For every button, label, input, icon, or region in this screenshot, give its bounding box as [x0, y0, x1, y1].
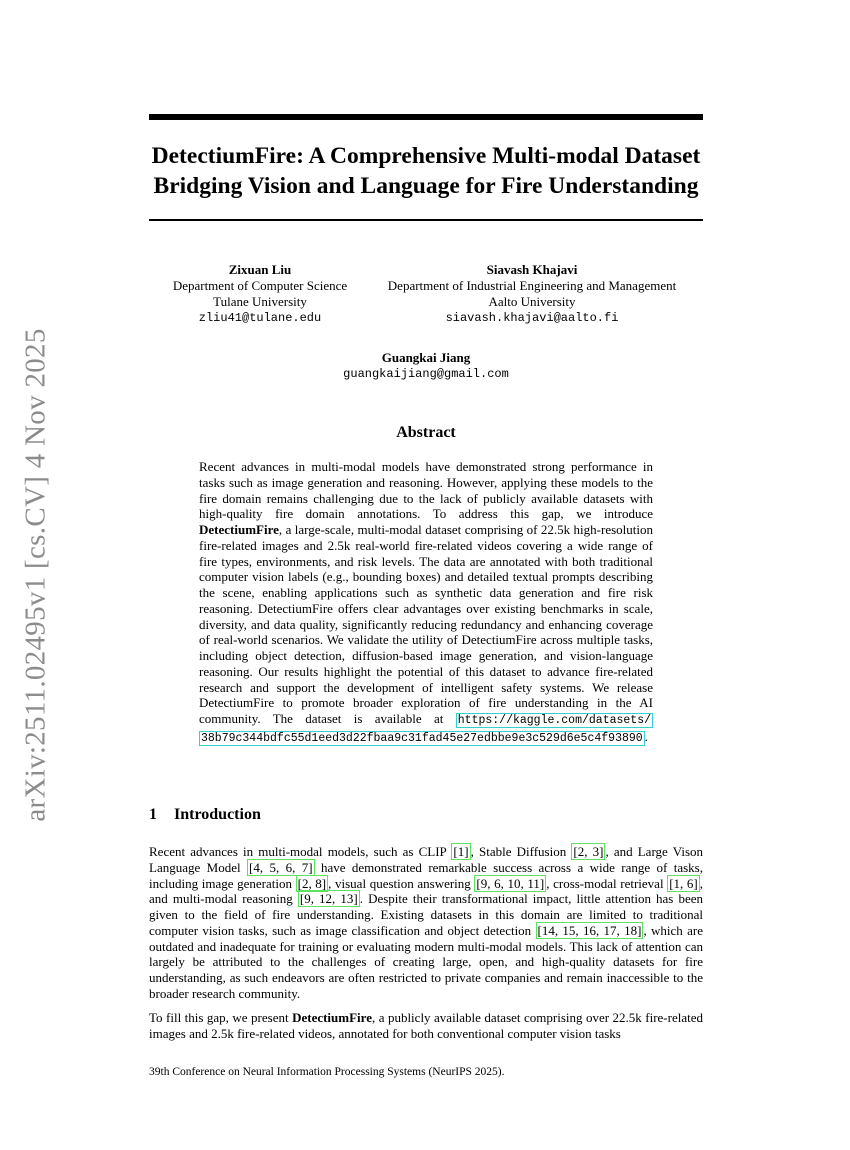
- body-text: , cross-modal retrieval: [546, 875, 668, 891]
- abstract-body: [199, 459, 653, 747]
- author-email[interactable]: zliu41@tulane.edu: [198, 311, 322, 325]
- body-text: , a publicly available dataset comprising over 22.5k fire-related images and 2.5k fire-related videos, annotated for both conventional computer vision tasks: [149, 1010, 703, 1041]
- author-affiliation: Tulane University: [213, 294, 307, 309]
- abstract-heading: Abstract: [396, 424, 456, 441]
- body-text: , Stable Diffusion: [470, 844, 572, 859]
- section-title: Introduction: [174, 806, 261, 823]
- author-email[interactable]: guangkaijiang@gmail.com: [343, 367, 509, 381]
- author-affiliation: Aalto University: [488, 294, 576, 309]
- body-text: Recent advances in multi-modal models, such as CLIP: [149, 844, 452, 859]
- conference-footnote: 39th Conference on Neural Information Processing Systems (NeurIPS 2025).: [149, 1066, 505, 1078]
- author-department: Department of Computer Science: [172, 278, 348, 293]
- dataset-name: DetectiumFire: [199, 522, 279, 537]
- author-block-2: [370, 262, 694, 326]
- author-block-3: [326, 350, 526, 382]
- citation-link[interactable]: [14, 15, 16, 17, 18]: [537, 922, 642, 938]
- body-text: , which are outdated and inadequate for training or evaluating modern multi-modal models. This lack of attention can largely be attributed to the challenges of creating large, open, and high-quality datasets for fire understanding, as such endeavors are often restricted to private companies and remain inaccessible to the broader research community.: [149, 922, 703, 1001]
- citation-link[interactable]: [1]: [453, 844, 469, 859]
- citation-link[interactable]: [2, 8]: [297, 875, 327, 891]
- body-text: , and multi-modal reasoning: [149, 875, 703, 907]
- body-text: To fill this gap, we present: [149, 1010, 293, 1025]
- paper-title: [149, 141, 703, 201]
- dataset-link[interactable]: https://kaggle.com/datasets/: [457, 714, 651, 727]
- dataset-link-continued[interactable]: 38b79c344bdfc55d1eed3d22fbaa9c31fad45e27edbbe9e3c529d6e5c4f93890: [201, 731, 643, 745]
- body-text: , and Large Vison Language Model: [149, 844, 704, 875]
- author-name: Guangkai Jiang: [381, 350, 471, 365]
- title-line-1: DetectiumFire: A Comprehensive Multi-modal Dataset: [151, 143, 701, 169]
- citation-link[interactable]: [2, 3]: [573, 844, 604, 859]
- section-heading: [149, 806, 261, 824]
- title-bottom-rule: [149, 219, 703, 221]
- intro-paragraph-2: [149, 1010, 703, 1042]
- body-text: . Despite their transformational impact, little attention has been given to the field of fire understanding. Existing datasets in this domain are limited to traditional computer vision tasks, such as image classification and object detection: [149, 891, 703, 938]
- abstract-text-end: .: [644, 728, 648, 744]
- arxiv-watermark: arXiv:2511.02495v1 [cs.CV] 4 Nov 2025: [19, 328, 52, 822]
- citation-link[interactable]: [9, 6, 10, 11]: [476, 875, 545, 891]
- abstract-text: , a large-scale, multi-modal dataset comprising of 22.5k high-resolution fire-related images and 2.5k real-world fire-related videos covering a wide range of fire types, environments, and risk levels. The data are annotated with both traditional computer vision labels (e.g., bounding boxes) and detailed textual prompts describing the scene, enabling applications such as synthetic data generation and fire risk reasoning. DetectiumFire offers clear advantages over existing benchmarks in scale, diversity, and data quality, significantly reducing redundancy and enhancing coverage of real-world scenarios. We validate the utility of DetectiumFire across multiple tasks, including object detection, diffusion-based image generation, and vision-language reasoning. Our results highlight the potential of this dataset to advance fire-related research and support the development of intelligent safety systems. We release DetectiumFire to promote broader exploration of fire understanding in the AI community. The dataset is available at: [199, 522, 653, 726]
- body-text: , visual question answering: [328, 875, 475, 891]
- author-department: Department of Industrial Engineering and Management: [387, 278, 677, 293]
- dataset-name: DetectiumFire: [292, 1010, 372, 1025]
- citation-link[interactable]: [9, 12, 13]: [299, 891, 358, 907]
- title-top-rule: [149, 114, 703, 120]
- abstract-text: Recent advances in multi-modal models have demonstrated strong performance in tasks such as image generation and reasoning. However, applying these models to the fire domain remains challenging due to the lack of publicly available datasets with high-quality fire domain annotations. To address this gap, we introduce: [199, 459, 653, 522]
- title-line-2: Bridging Vision and Language for Fire Understanding: [153, 173, 699, 199]
- body-text: have demonstrated remarkable success across a wide range of tasks, including image generation: [149, 859, 703, 891]
- section-number: 1: [149, 806, 157, 823]
- intro-paragraph-1: [149, 844, 703, 1002]
- citation-link[interactable]: [4, 5, 6, 7]: [248, 859, 313, 875]
- author-name: Siavash Khajavi: [486, 262, 578, 277]
- author-block-1: [160, 262, 360, 326]
- author-email[interactable]: siavash.khajavi@aalto.fi: [445, 311, 619, 325]
- citation-link[interactable]: [1, 6]: [669, 875, 698, 891]
- author-name: Zixuan Liu: [228, 262, 292, 277]
